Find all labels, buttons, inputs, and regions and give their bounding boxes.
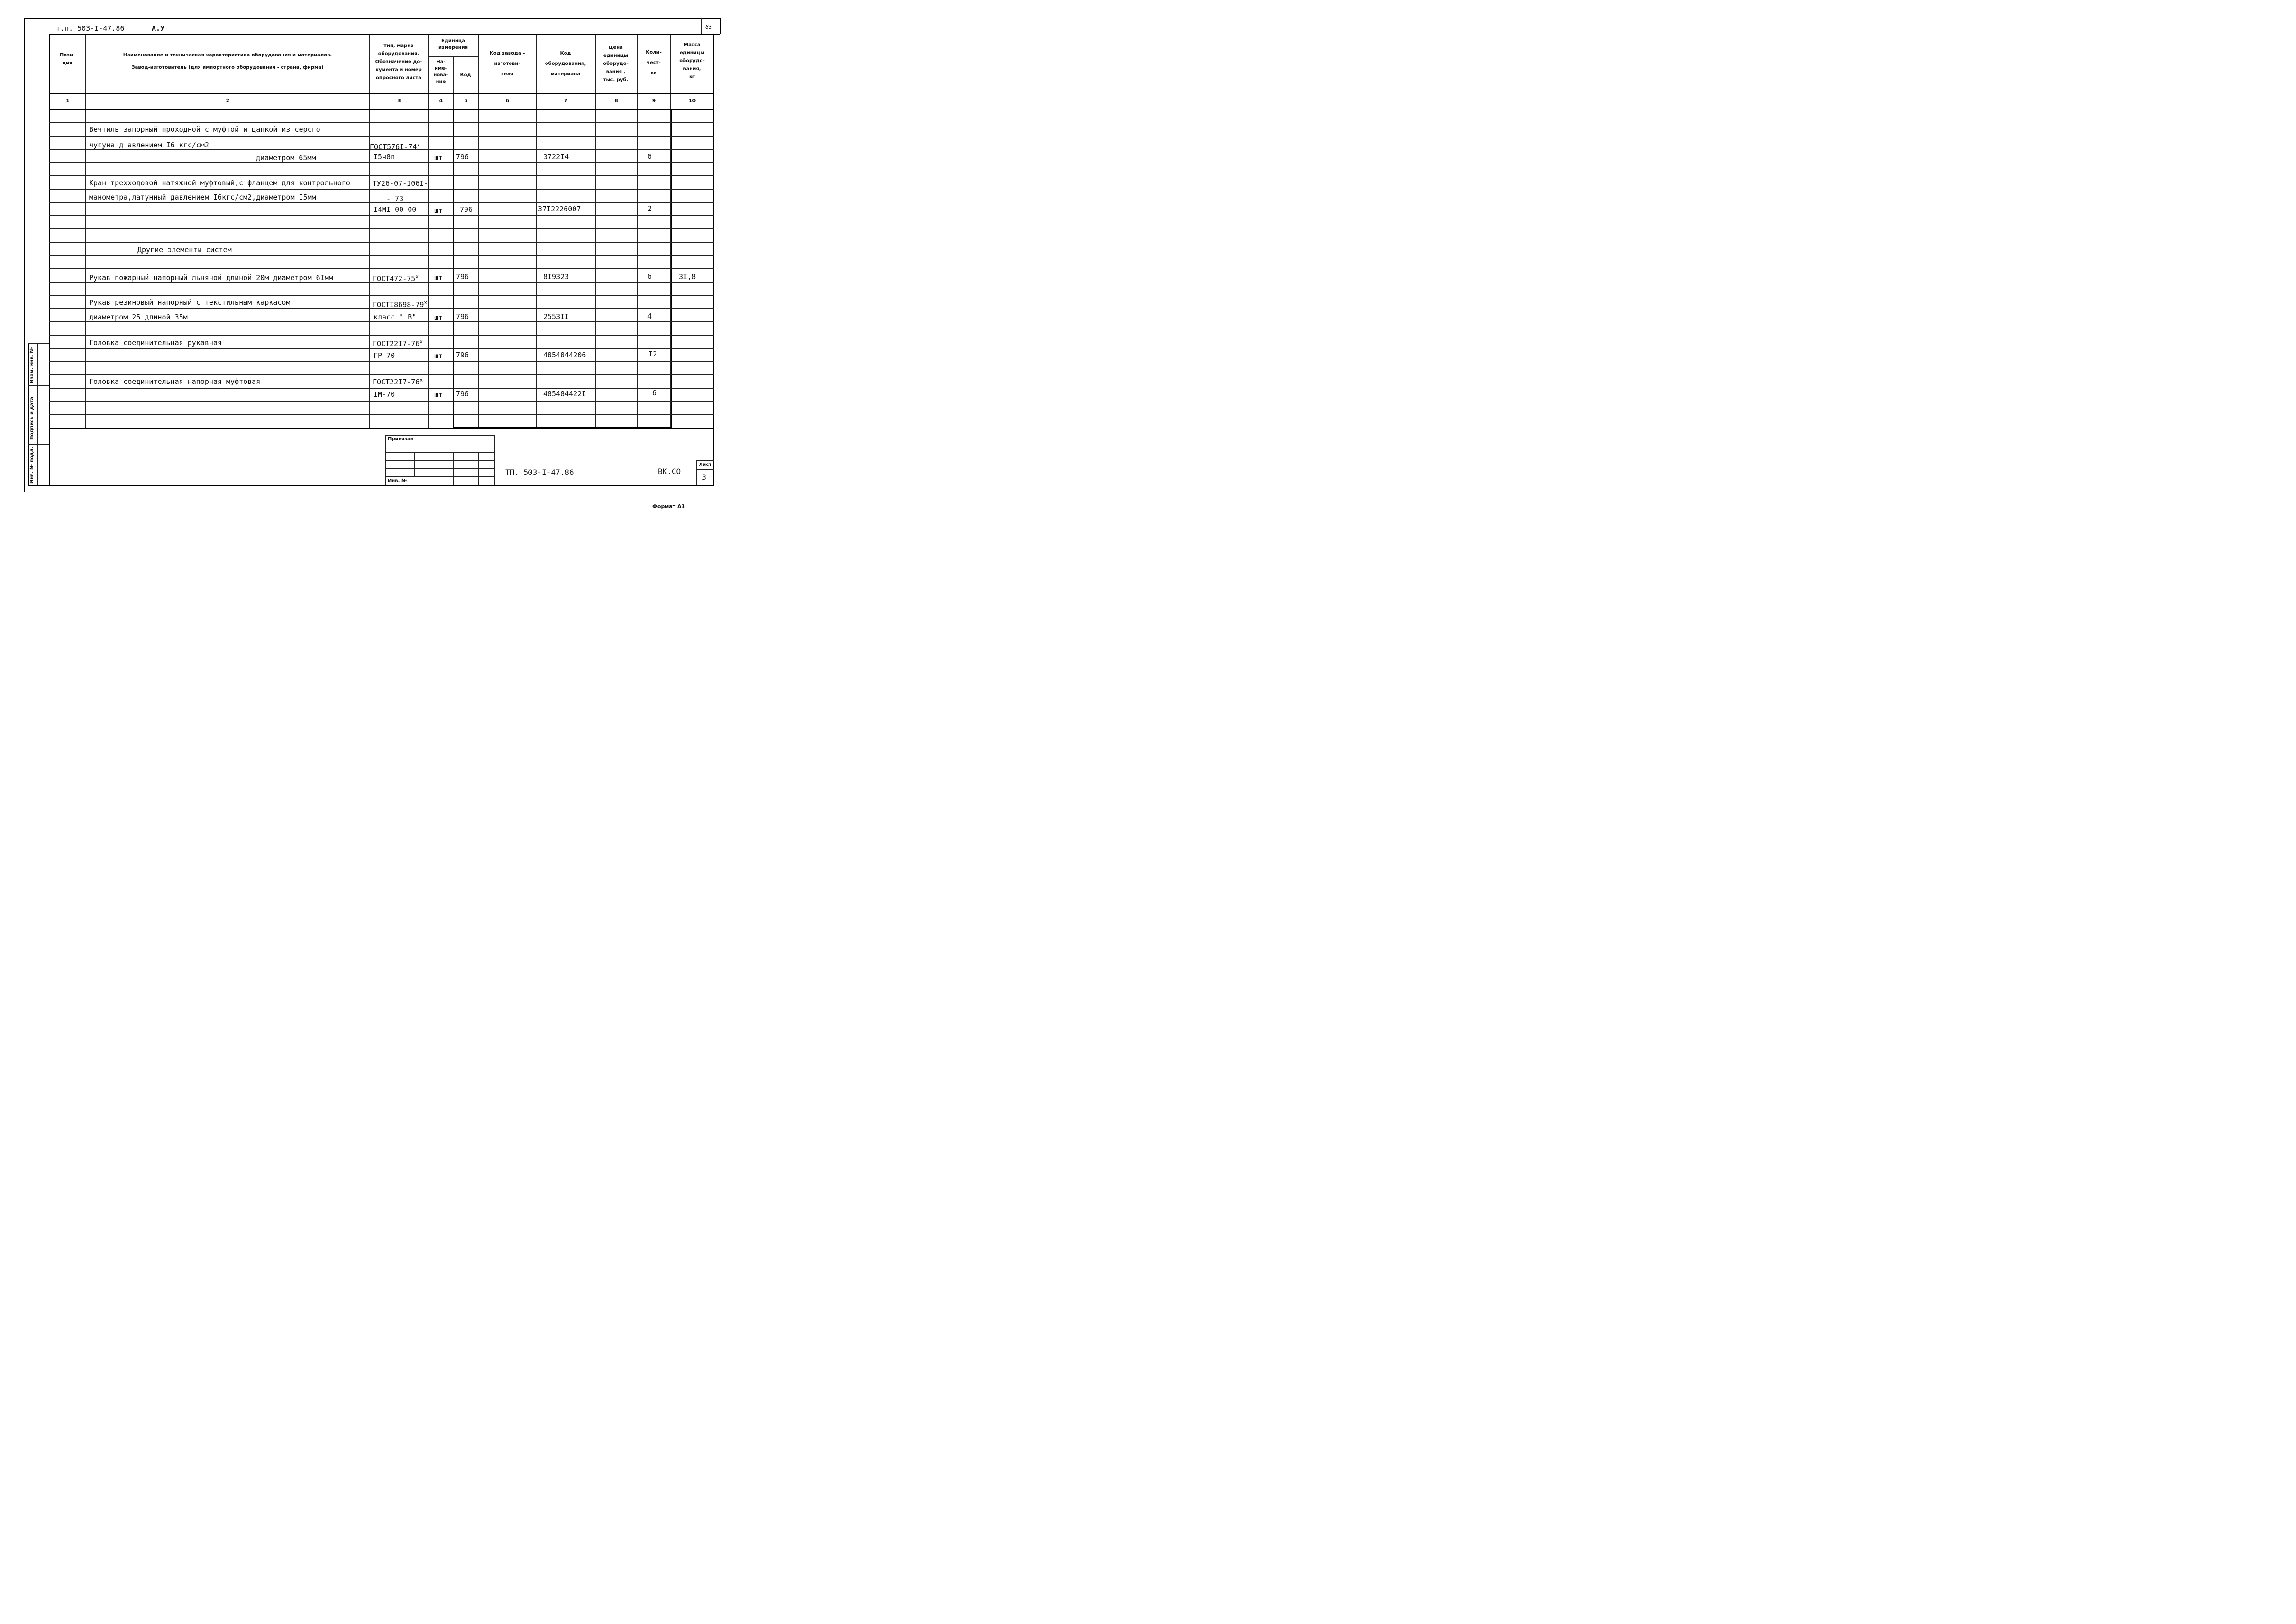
row-type: ГОСТ472-75$^x$ [373, 274, 419, 283]
row-line [49, 321, 714, 322]
col-num-9: 9 [652, 98, 656, 104]
sheet-box-left [696, 460, 697, 485]
col-num-1: 1 [66, 98, 70, 104]
row-material-code: 2553II [543, 312, 569, 321]
row-name: манометра,латунный давлением I6кгс/см2,диаметром I5мм [89, 193, 316, 201]
col-header-unit-name: На- име- нова- ние [433, 59, 448, 84]
row-unit-code: 796 [460, 205, 473, 214]
side-label-podpis: Подпись и дата [29, 397, 35, 440]
frame-right [720, 18, 721, 34]
col-header-factory-code: Код завода - изготови- теля [489, 51, 525, 77]
col-div-6 [536, 35, 537, 429]
row-material-code: 4854844206 [543, 351, 586, 359]
row-name: чугуна д авлением I6 кгс/см2 [89, 141, 209, 149]
row-unit: шт [434, 391, 443, 399]
row-name: Рукав пожарный напорный льняной длиной 20м диаметром 6Iмм [89, 274, 333, 282]
stamp-top [385, 435, 494, 436]
col-num-5: 5 [464, 98, 468, 104]
row-type: ГОСТ22I7-76$^x$ [373, 338, 423, 348]
frame-top [24, 18, 720, 19]
row-unit-code: 796 [456, 351, 469, 359]
row-name: Рукав резиновый напорный с текстильным каркасом [89, 298, 291, 307]
row-mass: 3I,8 [679, 273, 696, 281]
side-stamp-div-2 [28, 444, 49, 445]
side-label-vzam: Взам. инв. № [29, 347, 35, 383]
stamp-privyazan: Привязан [388, 437, 414, 442]
row-line [49, 361, 714, 362]
col-header-price: Цена единицы оборудо- вания , тыс. руб. [603, 45, 629, 82]
row-type: ГОСТI8698-79$^x$ [373, 300, 427, 309]
row-type: - 73 [386, 194, 404, 203]
sheet-box-mid [696, 469, 714, 470]
row-qty: 6 [647, 272, 652, 281]
row-unit-code: 796 [456, 153, 469, 161]
col-num-8: 8 [614, 98, 618, 104]
row-name: диаметром 65мм [256, 154, 316, 162]
row-unit: шт [434, 313, 443, 322]
page-corner-divider [701, 18, 702, 34]
row-unit-code: 796 [456, 390, 469, 398]
title-doc-code: ТП. 503-I-47.86 [505, 468, 574, 477]
row-line [49, 335, 714, 336]
col-num-10: 10 [688, 98, 696, 104]
unit-group-divider [428, 56, 478, 57]
stamp-col [453, 452, 454, 485]
row-line [49, 268, 714, 269]
col-header-mass: Масса единицы оборудо- вания, кг [679, 42, 705, 80]
col-header-position: Пози- ция [59, 53, 75, 66]
unit-group-header: Единица измерения [438, 38, 468, 50]
row-line [49, 228, 714, 229]
row-name: Головка соединительная напорная муфтовая [89, 377, 261, 386]
row-type: ГР-70 [374, 351, 395, 360]
col-header-unit-code: Код [460, 73, 471, 78]
row-qty: 6 [647, 152, 652, 161]
col-num-2: 2 [226, 98, 230, 104]
page-corner-number: 65 [705, 24, 712, 30]
col-div-2 [369, 35, 370, 429]
row-line [49, 374, 714, 375]
row-material-code: 3722I4 [543, 153, 569, 161]
table-body-bottom [49, 428, 714, 429]
doc-code-header: т.п. 503-I-47.86 [56, 24, 125, 33]
sheet-label: Лист [699, 462, 712, 467]
album-label: А.У [152, 24, 165, 33]
col-num-3: 3 [397, 98, 401, 104]
row-name: Кран трехходовой натяжной муфтовый,с фланцем для контрольного [89, 179, 350, 187]
row-type: I4MI-00-00 [374, 205, 417, 214]
row-material-code: 8I9323 [543, 273, 569, 281]
sheet-number: 3 [702, 474, 706, 482]
frame-left [24, 18, 25, 492]
header-line-1 [49, 93, 714, 94]
row-type: ТУ26-07-I06I- [373, 179, 428, 188]
title-mark: ВК.СО [658, 467, 681, 476]
row-material-code: 37I2226007 [538, 205, 581, 213]
col-div-7 [595, 35, 596, 429]
col-div-1 [85, 35, 86, 429]
side-label-inv-podl: Инв. № подл. [29, 447, 35, 484]
side-stamp-top [28, 343, 49, 344]
row-type: I5ч8п [374, 153, 395, 161]
col-num-4: 4 [439, 98, 443, 104]
row-qty: I2 [648, 350, 657, 358]
sheet-box-top [696, 460, 714, 461]
col-header-quantity: Коли- чест- во [646, 50, 662, 76]
col-num-7: 7 [564, 98, 568, 104]
side-stamp-div-1 [28, 385, 49, 386]
row-unit-code: 796 [456, 273, 469, 281]
section-title: Другие элементы систем [137, 246, 232, 254]
row-line [49, 242, 714, 243]
row-type: класс " В" [374, 313, 417, 321]
row-line [49, 401, 714, 402]
col-header-material-code: Код оборудования, материала [545, 51, 586, 77]
row-unit: шт [434, 206, 443, 215]
row-type: ГОСТ22I7-76$^x$ [373, 377, 423, 386]
stamp-col [414, 452, 415, 476]
row-type: ГОСТ576I-74$^x$ [370, 142, 420, 151]
row-line [49, 255, 714, 256]
row-line [49, 348, 714, 349]
row-line [49, 189, 714, 190]
stamp-inv-no: Инв. № [388, 478, 407, 484]
row-name: диаметром 25 длиной 35м [89, 313, 188, 321]
table-right [713, 34, 714, 485]
row-line [49, 202, 714, 203]
col-div-8 [637, 35, 638, 429]
row-line [49, 162, 714, 163]
stamp-right [494, 435, 495, 485]
row-material-code: 485484422I [543, 390, 586, 398]
row-unit-code: 796 [456, 312, 469, 321]
row-unit: шт [434, 274, 443, 282]
row-type: IМ-70 [374, 390, 395, 399]
row-line [49, 175, 714, 176]
row-line [49, 136, 714, 137]
col-header-name: Наименование и техническая характеристика оборудования и материалов. Завод-изготовитель (для импортного оборудования - страна, фирма) [123, 53, 332, 70]
row-line [49, 388, 714, 389]
row-qty: 6 [652, 389, 657, 397]
stamp-left [385, 435, 386, 485]
row-qty: 4 [647, 312, 652, 320]
row-line [49, 215, 714, 216]
stamp-col [478, 452, 479, 485]
row-qty: 2 [647, 204, 652, 213]
row-unit: шт [434, 352, 443, 360]
col-header-type: Тип, марка оборудования. Обозначение до- кумента и номер опросного листа [375, 43, 422, 81]
col-div-3 [428, 35, 429, 429]
row-line [49, 295, 714, 296]
side-stamp-mid [37, 343, 38, 485]
row-name: Головка соединительная рукавная [89, 338, 222, 347]
row-name: Вечтиль запорный проходной с муфтой и цапкой из серсго [89, 125, 320, 134]
col-num-6: 6 [505, 98, 510, 104]
header-line-2 [49, 109, 714, 110]
format-label: Формат А3 [652, 503, 685, 510]
col-div-5 [478, 35, 479, 429]
side-stamp-bottom [28, 485, 714, 486]
row-line [49, 414, 714, 415]
row-line [49, 122, 714, 123]
row-unit: шт [434, 154, 443, 162]
frame-header-bottom [49, 34, 720, 35]
